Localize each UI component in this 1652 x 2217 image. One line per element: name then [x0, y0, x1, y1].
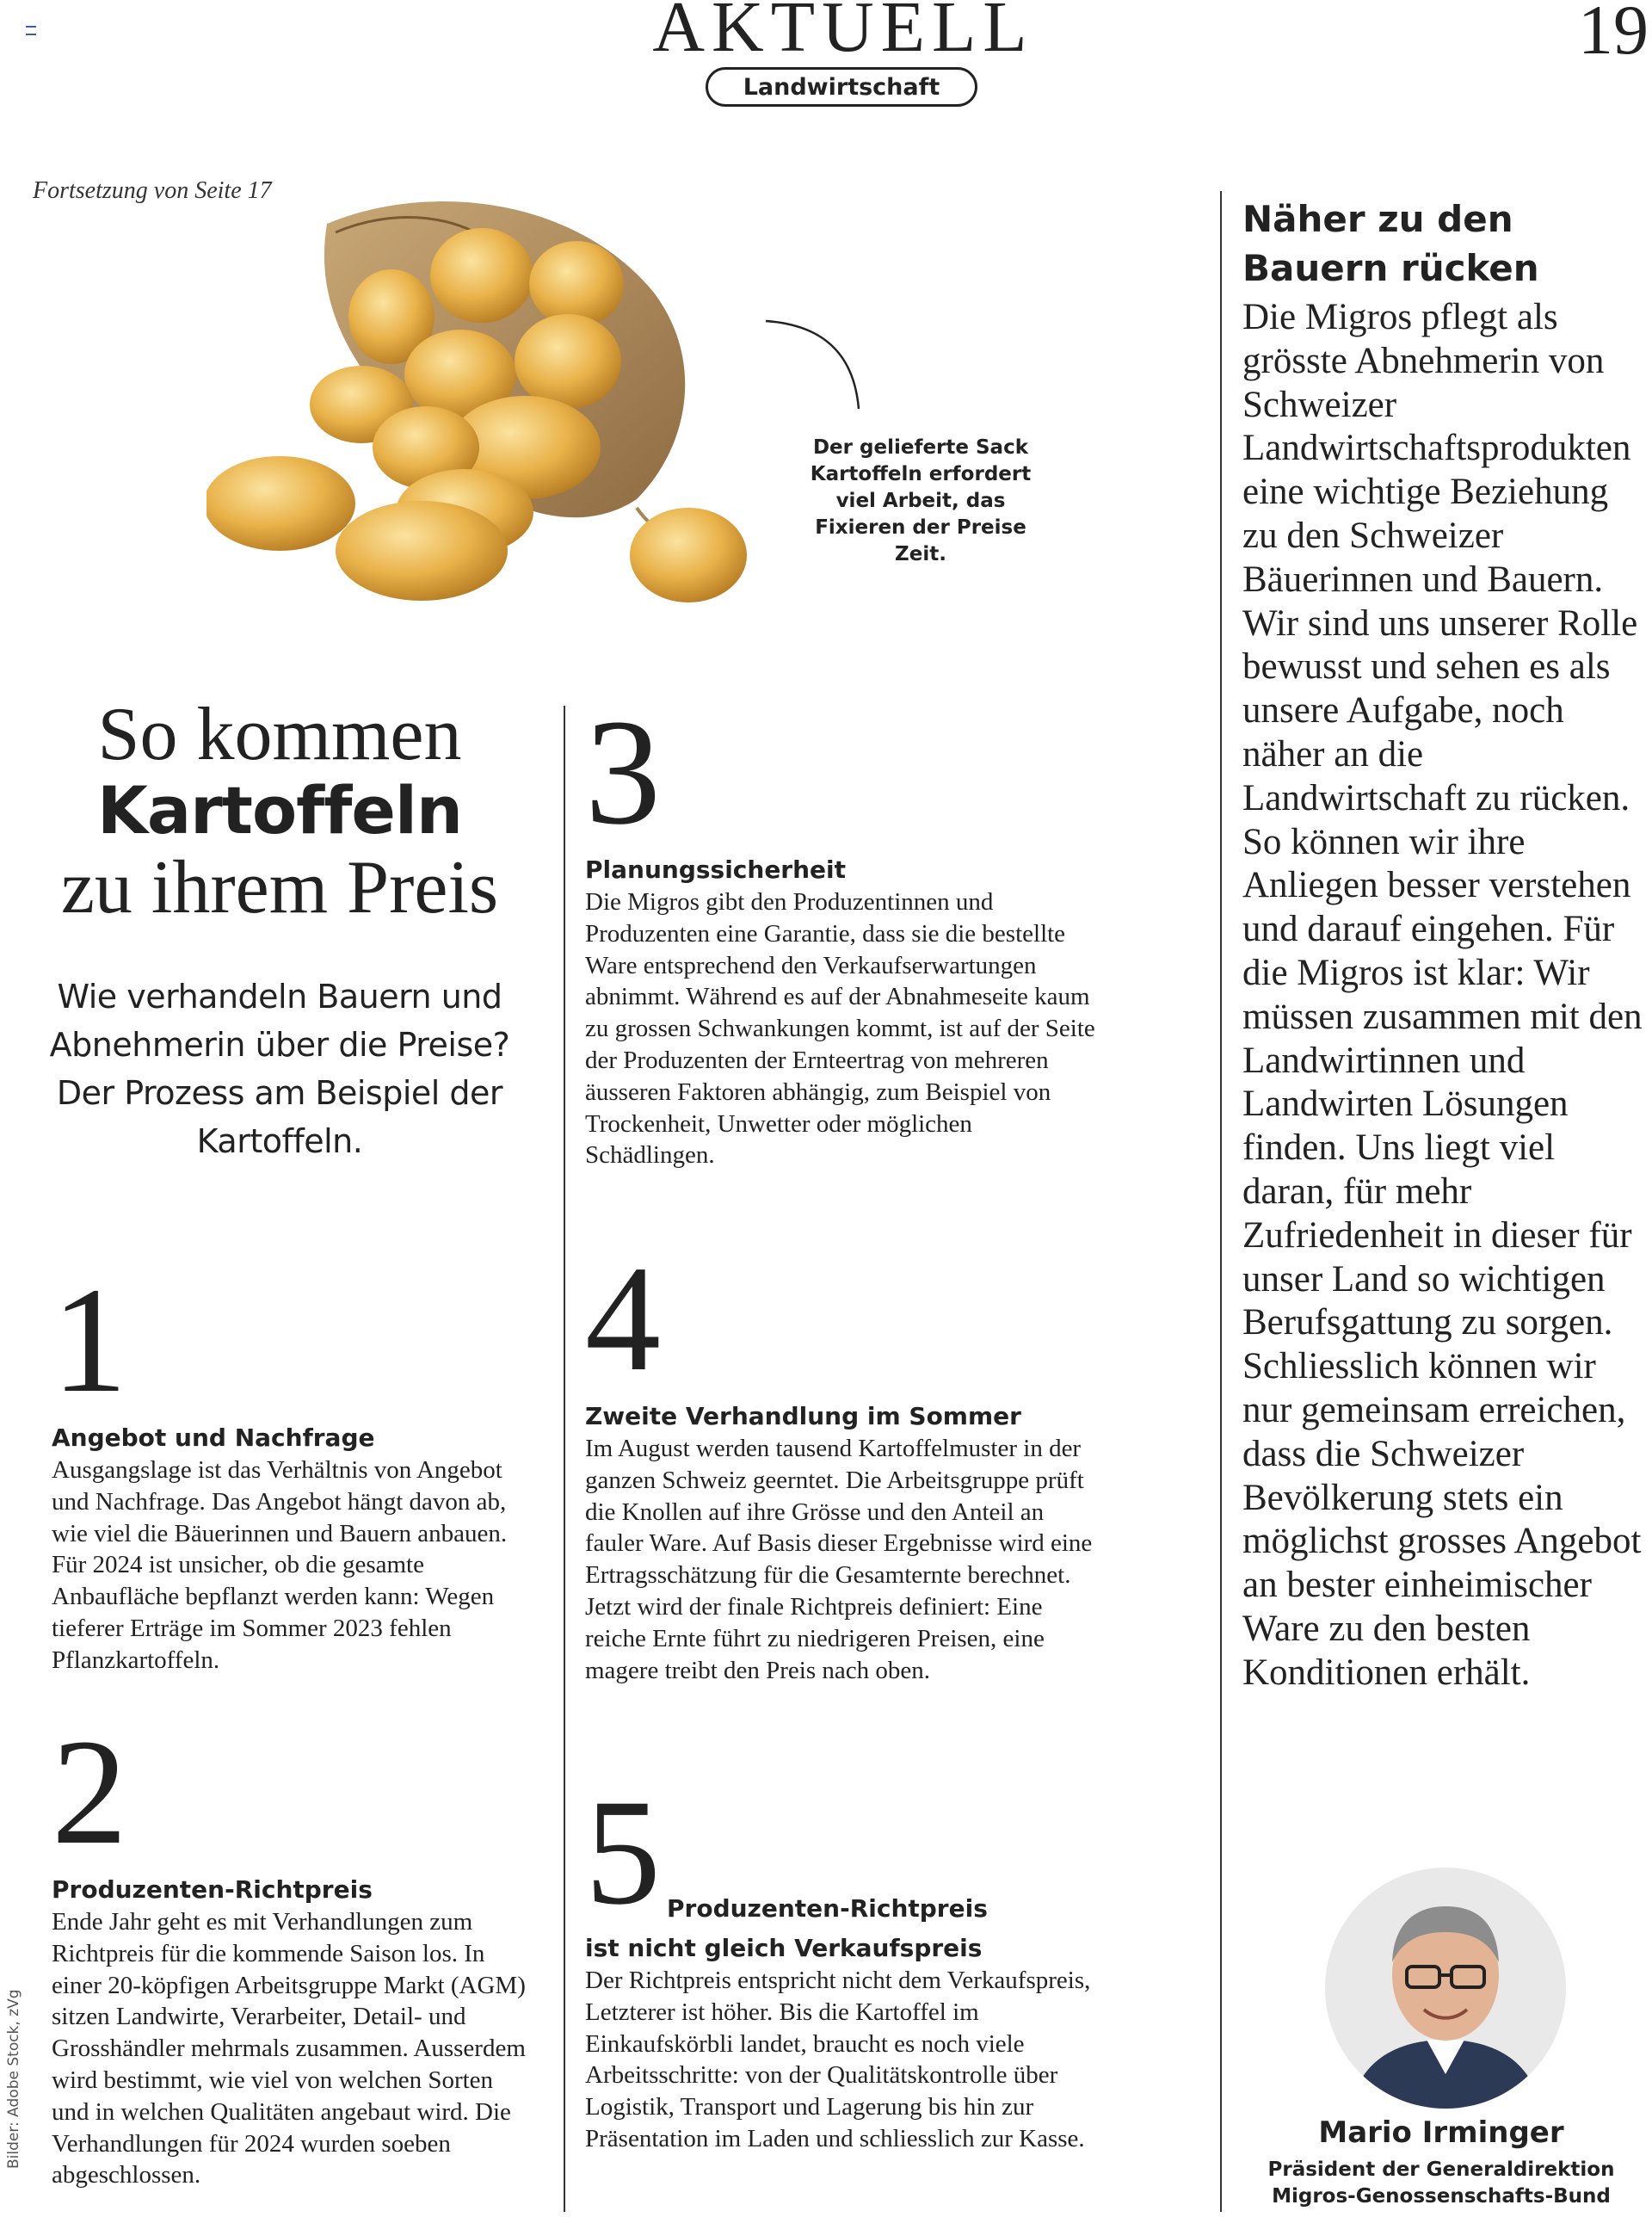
step-4: [585, 1235, 1101, 1686]
headline-line-2: Kartoffeln: [96, 772, 463, 849]
image-caption: Der gelieferte Sack Kartoffeln erfordert viel Arbeit, das Fixieren der Preise Zeit.: [810, 436, 1032, 565]
step-body: Der Richtpreis entspricht nicht dem Verkaufspreis, Letzterer ist höher. Bis die Kartoffel im Einkaufskörbli landet, braucht es noch viele Arbeitsschritte: von der Qualitätskontrolle über Logistik, Transport und Lagerung bis hin zur Präsentation im Laden und schliesslich zur Kasse.: [585, 1967, 1091, 2152]
corner-mark: [26, 26, 36, 35]
column-rule-left: [564, 706, 565, 2212]
category-badge: Landwirtschaft: [706, 67, 977, 107]
column-rule-right: [1220, 191, 1222, 2212]
headline: [26, 693, 533, 929]
headline-line-1: So kommen: [97, 693, 462, 776]
step-title: Produzenten-Richtpreis: [52, 1875, 373, 1904]
potato-sack-illustration: [206, 189, 826, 611]
step-number: 3: [585, 689, 661, 856]
step-number: 5: [585, 1769, 661, 1936]
step-1: [52, 1257, 533, 1677]
step-body: Ende Jahr geht es mit Verhandlungen zum Richtpreis für die kommende Saison los. In einer 20-köpfigen Arbeitsgruppe Markt (AGM) sitzen Landwirte, Verarbeiter, Detail- und Grosshändler mehrmals zusammen. Ausserdem wird bestimmt, wie viel von welchen Sorten und in welchen Qualitäten angebaut wird. Die Verhandlungen für 2024 wurden soeben abgeschlossen.: [52, 1908, 526, 2189]
step-number: 2: [52, 1708, 127, 1876]
step-title-line-1: Produzenten-Richtpreis: [667, 1894, 988, 1923]
step-3: [585, 689, 1101, 1171]
step-body: Die Migros gibt den Produzentinnen und Produzenten eine Garantie, dass sie die bestellte Ware entsprechend den Verkaufserwartungen abnimmt. Während es auf der Abnahmeseite kaum zu grossen Schwankungen kommt, ist auf der Seite der Produzenten der Ernteertrag von mehreren äusseren Faktoren abhängig, zum Beispiel von Trockenheit, Unwetter oder möglichen Schädlingen.: [585, 888, 1095, 1170]
callout-line: [757, 314, 878, 417]
step-2: [52, 1708, 533, 2191]
portrait-photo: [1325, 1868, 1566, 2109]
continuation-note: Fortsetzung von Seite 17: [33, 177, 272, 204]
step-title: Planungssicherheit: [585, 855, 847, 884]
page-number: 19: [1578, 0, 1649, 69]
photo-credit: Bilder: Adobe Stock, zVg: [5, 1989, 22, 2169]
headline-line-3: zu ihrem Preis: [60, 846, 499, 929]
section-title: AKTUELL: [652, 0, 1034, 67]
step-5: [585, 1769, 1101, 2155]
person-role-line-2: Migros-Genossenschafts-Bund: [1272, 2185, 1611, 2208]
step-title-line-2: ist nicht gleich Verkaufspreis: [585, 1934, 983, 1962]
step-body: Ausgangslage ist das Verhältnis von Angebot und Nachfrage. Das Angebot hängt davon ab, wie viel die Bäuerinnen und Bauern anbauen. Für 2024 ist unsicher, ob die gesamte Anbaufläche bepflanzt werden kann: Wegen tieferer Erträge im Sommer 2023 fehlen Pflanzkartoffeln.: [52, 1456, 508, 1674]
sidebar-heading: Näher zu den Bauern rücken: [1242, 198, 1539, 289]
step-title: Zweite Verhandlung im Sommer: [585, 1402, 1021, 1430]
dek: Wie verhandeln Bauern und Abnehmerin über die Preise? Der Prozess am Beispiel der Kartoffeln.: [49, 978, 510, 1160]
step-number: 1: [52, 1257, 127, 1424]
person-role: [1230, 2157, 1652, 2210]
sidebar-body: Die Migros pflegt als grösste Abnehmerin von Schweizer Landwirtschaftsprodukten eine wichtige Beziehung zu den Schweizer Bäuerinnen und Bauern. Wir sind uns unserer Rolle bewusst und sehen es als unsere Aufgabe, noch näher an die Landwirtschaft zu rücken. So können wir ihre Anliegen besser verstehen und darauf eingehen. Für die Migros ist klar: Wir müssen zusammen mit den Landwirtinnen und Landwirten Lösungen finden. Uns liegt viel daran, für mehr Zufriedenheit in dieser für unser Land so wichtigen Berufsgattung zu sorgen. Schliesslich können wir nur gemeinsam erreichen, dass die Schweizer Bevölkerung stets ein möglichst grosses Angebot an bester einheimischer Ware zu den besten Konditionen erhält.: [1242, 297, 1643, 1693]
person-role-line-1: Präsident der Generaldirektion: [1267, 2158, 1615, 2181]
step-title: Angebot und Nachfrage: [52, 1423, 375, 1452]
step-body: Im August werden tausend Kartoffelmuster in der ganzen Schweiz geerntet. Die Arbeitsgruppe prüft die Knollen auf ihre Grösse und den Anteil an fauler Ware. Auf Basis dieser Ergebnisse wird eine Ertragsschätzung für die Gesamternte berechnet. Jetzt wird der finale Richtpreis definiert: Eine reiche Ernte führt zu niedrigeren Preisen, eine magere treibt den Preis nach oben.: [585, 1435, 1093, 1684]
step-number: 4: [585, 1235, 661, 1403]
person-name: Mario Irminger: [1318, 2115, 1564, 2150]
